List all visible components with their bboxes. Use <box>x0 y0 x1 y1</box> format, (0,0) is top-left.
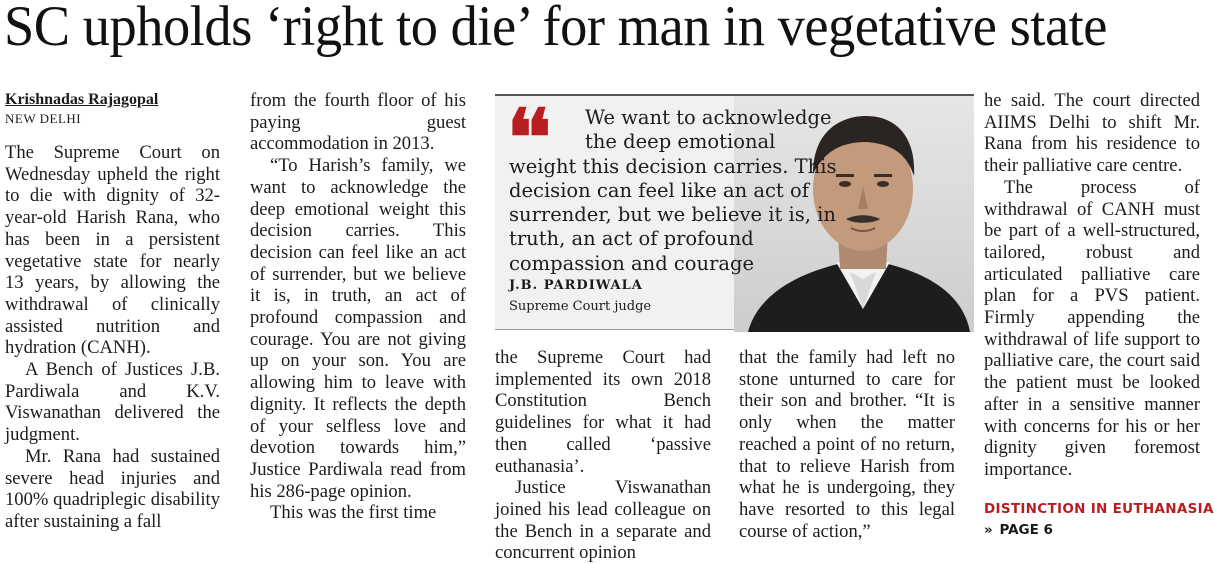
article-column-1 <box>5 90 220 533</box>
paragraph: The process of withdrawal of CANH must be part of a well-structured, tailored, robust and articulated palliative care plan for a PVS patient. Firmly appending the withdrawal of life support to palliative care, the court said the patient must be looked after in a sensitive manner with concerns for his or her dignity given foremost importance. <box>984 176 1200 480</box>
quote-line-rest: weight this decision carries. This decision can feel like an act of surrender, but we believe it is, in truth, an act of profound compassion and courage <box>509 154 837 275</box>
page-jump-link[interactable] <box>984 522 1053 538</box>
paragraph: A Bench of Justices J.B. Pardiwala and K.V. Viswanathan delivered the judgment. <box>5 359 220 446</box>
paragraph: that the family had left no stone unturned to care for their son and brother. “It is only when the matter reached a point of no return, that to relieve Harish from what he is undergoing, they have resorted to this legal course of action,” <box>739 347 955 542</box>
quote-line-1: We want to acknowledge <box>585 106 832 129</box>
page-jump-label: PAGE 6 <box>999 522 1053 538</box>
paragraph: he said. The court directed AIIMS Delhi to shift Mr. Rana from his residence to their palliative care centre. <box>984 90 1200 177</box>
quote-author-role: Supreme Court judge <box>509 299 652 314</box>
article-column-4 <box>739 347 955 542</box>
paragraph: Justice Viswanathan joined his lead colleague on the Bench in a separate and concurrent opinion <box>495 477 711 564</box>
paragraph: This was the first time <box>270 502 437 524</box>
quote-line-2: the deep emotional <box>585 130 776 154</box>
byline[interactable]: Krishnadas Rajagopal <box>5 91 159 108</box>
paragraph: The Supreme Court on Wednesday upheld the right to die with dignity of 32-year-old Harish Rana, who has been in a persistent vegetative state for nearly 13 years, by allowing the withdrawal of clinically assisted nutrition and hydration (CANH). <box>5 142 220 359</box>
paragraph: the Supreme Court had implemented its own 2018 Constitution Bench guidelines for what it had then called ‘passive euthanasia’. <box>495 347 711 477</box>
article-column-3 <box>495 347 711 564</box>
jump-arrow-icon: » <box>984 522 993 538</box>
article-column-5 <box>984 90 1200 481</box>
dateline: NEW DELHI <box>5 111 82 126</box>
quote-author: J.B. PARDIWALA <box>509 278 643 293</box>
quote-text <box>509 106 839 276</box>
paragraph: “To Harish’s family, we want to acknowledge the deep emotional weight this decision carries. This decision can feel like an act of surrender, but we believe it is, in truth, an act of profound compassion and courage. You are not giving up on your son. You are allowing him to leave with dignity. It reflects the depth of your selfless love and devotion towards him,” Justice Pardiwala read from his 286-page opinion. <box>250 155 466 502</box>
paragraph: Mr. Rana had sustained severe head injuries and 100% quadriplegic disability after sustaining a fall <box>5 445 220 532</box>
quote-mark-icon: ❛❛ <box>507 93 546 184</box>
paragraph: from the fourth floor of his paying guest accommodation in 2013. <box>250 90 466 155</box>
article-column-2 <box>250 90 466 524</box>
pull-quote <box>495 94 974 330</box>
continued-section-title: DISTINCTION IN EUTHANASIA <box>984 501 1214 517</box>
headline: SC upholds ‘right to die’ for man in vegetative state <box>4 0 1107 58</box>
